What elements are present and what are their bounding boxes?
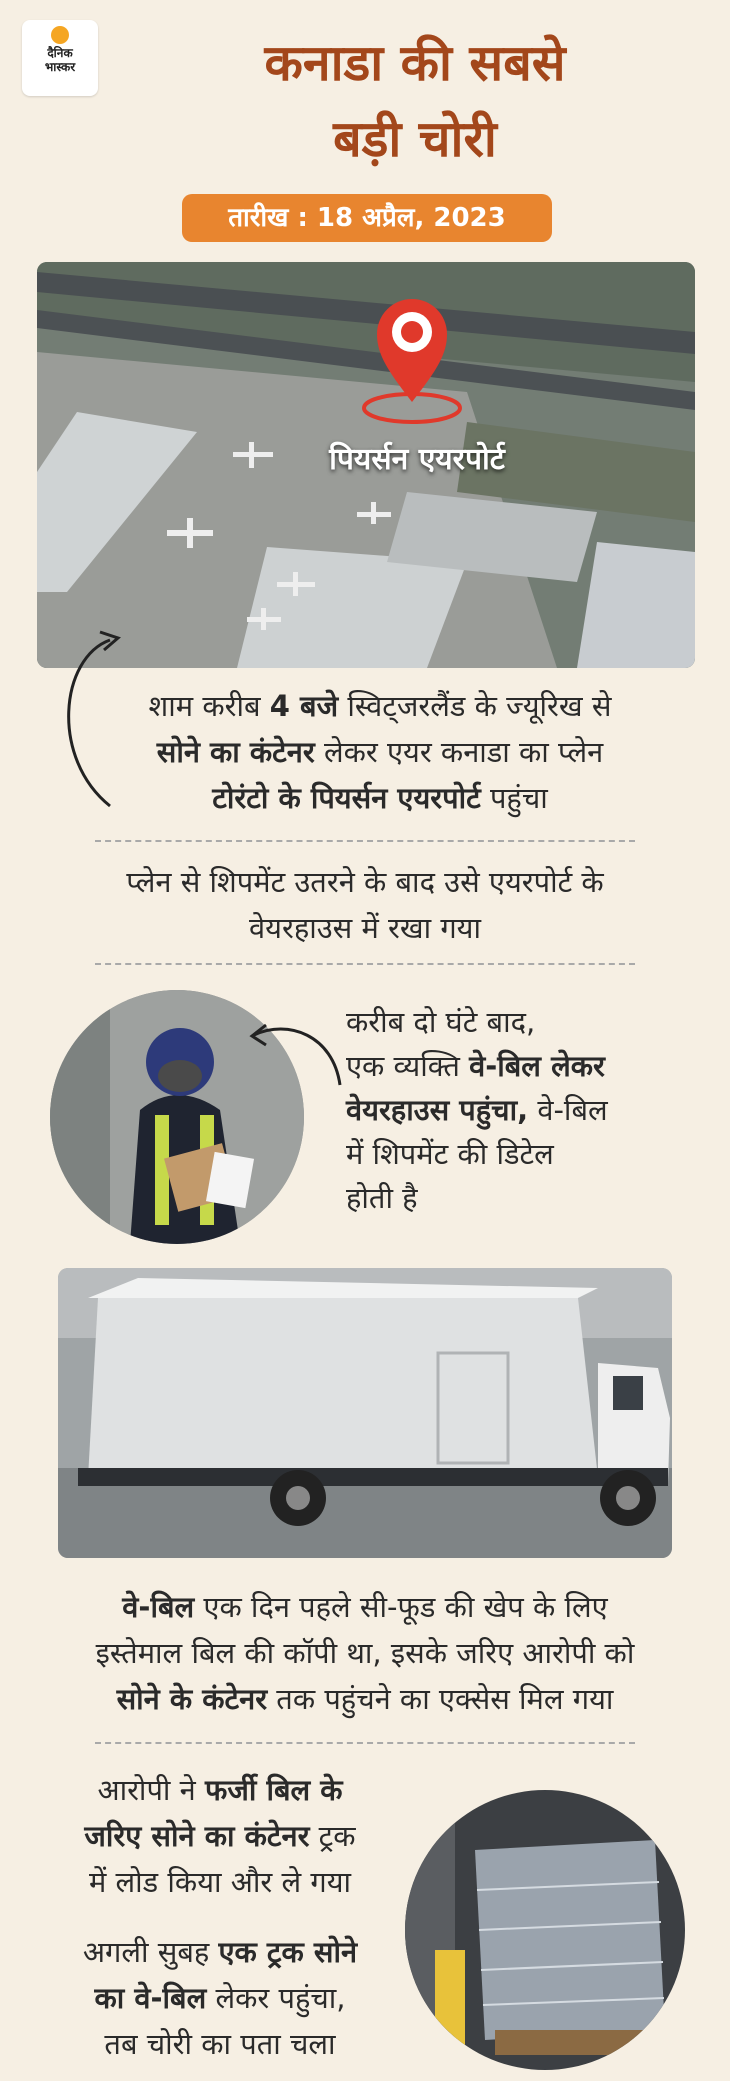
truck-illustration [58, 1268, 672, 1558]
divider [95, 840, 635, 842]
brand-logo [22, 20, 98, 96]
date-badge: तारीख : 18 अप्रैल, 2023 [182, 194, 552, 242]
step6-line2: का वे-बिल लेकर पहुंचा, [94, 1981, 346, 2015]
container-illustration [405, 1790, 685, 2070]
truck-cctv-photo [58, 1268, 672, 1558]
step4-line1: वे-बिल एक दिन पहले सी-फूड की खेप के लिए [122, 1590, 608, 1624]
step5-line2: जरिए सोने का कंटेनर ट्रक [84, 1819, 356, 1853]
step5-line1: आरोपी ने फर्जी बिल के [97, 1773, 343, 1807]
sun-icon [51, 26, 69, 44]
step2-line2: वेयरहाउस में रखा गया [249, 911, 481, 945]
map-label: पियर्सन एयरपोर्ट [329, 442, 505, 477]
step3-line4: में शिपमेंट की डिटेल [346, 1137, 554, 1171]
step4-line2: इस्तेमाल बिल की कॉपी था, इसके जरिए आरोपी को [95, 1636, 635, 1670]
step1-line2: सोने का कंटेनर लेकर एयर कनाडा का प्लेन [156, 735, 604, 769]
step5-line3: में लोड किया और ले गया [88, 1865, 352, 1899]
step1-line1: शाम करीब 4 बजे स्विट्जरलैंड के ज्यूरिख से [148, 689, 612, 723]
step3-line1: करीब दो घंटे बाद, [346, 1005, 536, 1039]
step4-line3: सोने के कंटेनर तक पहुंचने का एक्सेस मिल गया [116, 1682, 614, 1716]
step6-line1: अगली सुबह एक ट्रक सोने [82, 1935, 358, 1969]
step3-line5: होती है [346, 1181, 418, 1215]
step1-line3: टोरंटो के पियर्सन एयरपोर्ट पहुंचा [212, 781, 548, 815]
airport-aerial-photo [37, 262, 695, 668]
step3-line2: एक व्यक्ति वे-बिल लेकर [346, 1049, 605, 1083]
page-title-line1: कनाडा की सबसे [264, 34, 566, 92]
divider [95, 1742, 635, 1744]
brand-line2: भास्कर [44, 60, 76, 74]
step3-line3: वेयरहाउस पहुंचा, वे-बिल [346, 1093, 608, 1127]
step2-line1: प्लेन से शिपमेंट उतरने के बाद उसे एयरपोर्ट के [126, 865, 604, 899]
step3-text [346, 1000, 716, 1220]
divider [95, 963, 635, 965]
curved-arrow-icon [248, 1015, 348, 1095]
gold-container-photo [405, 1790, 685, 2070]
brand-line1: दैनिक [47, 46, 73, 60]
page-title-line2: बड़ी चोरी [333, 110, 497, 168]
step6-line3: तब चोरी का पता चला [104, 2027, 336, 2061]
